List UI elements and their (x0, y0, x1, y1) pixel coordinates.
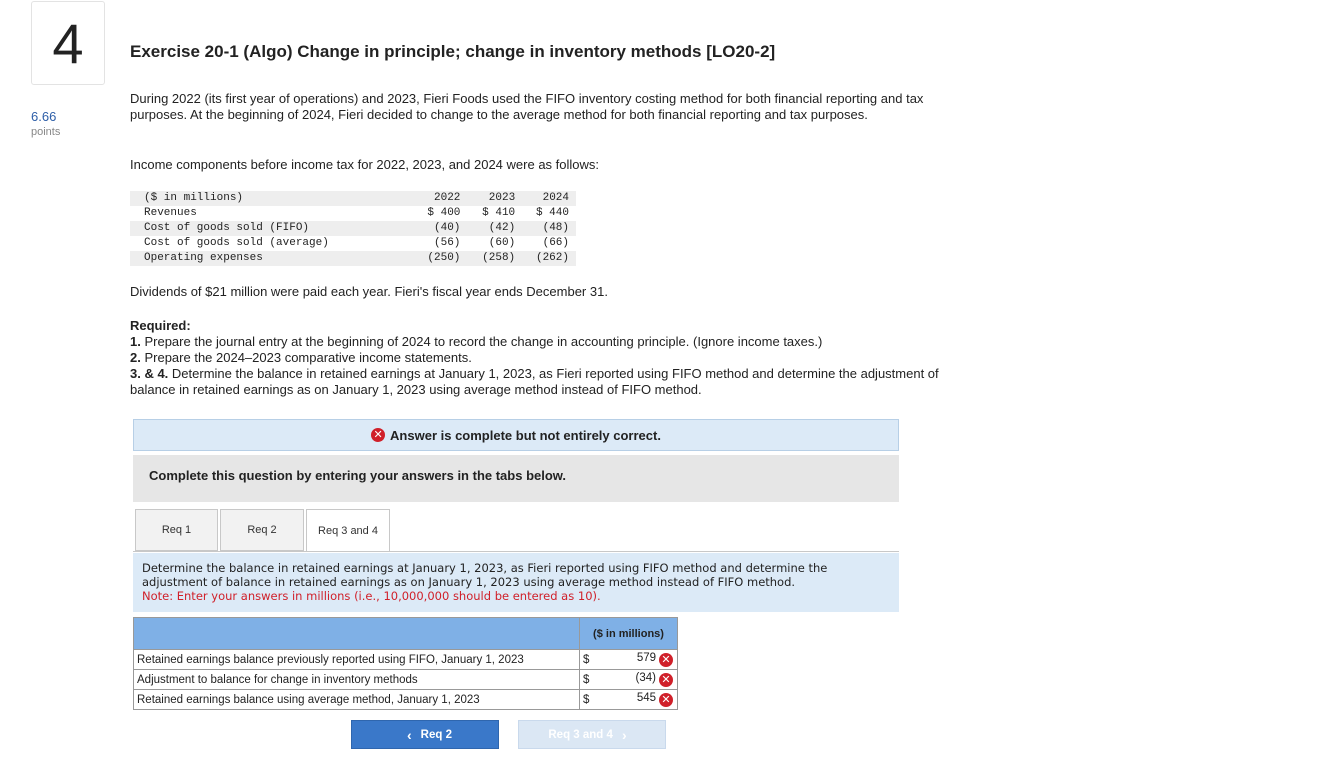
prev-tab-button[interactable] (351, 720, 499, 749)
required-item (130, 350, 960, 366)
income-cell: (66) (542, 237, 569, 249)
income-cell: (48) (515, 221, 576, 236)
instructions-text: Determine the balance in retained earnings at January 1, 2023, as Fieri reported using FIFO method and determine the adjustment of balance in retained earnings as on January 1, 2023 using average method instead of FIFO method. (142, 561, 828, 589)
income-row-label: Revenues (144, 207, 197, 219)
prev-tab-label: Req 2 (420, 728, 452, 741)
dividends-paragraph: Dividends of $21 million were paid each year. Fieri's fiscal year ends December 31. (130, 284, 608, 299)
incorrect-icon: ✕ (659, 653, 673, 667)
currency-symbol: $ (580, 650, 598, 670)
required-item-num: 1. (130, 334, 141, 349)
answer-row (134, 670, 678, 690)
chevron-right-icon: › (621, 726, 627, 743)
required-item-num: 2. (130, 350, 141, 365)
income-row-label: Cost of goods sold (FIFO) (130, 221, 406, 236)
income-row-label: Operating expenses (130, 251, 406, 266)
exercise-title: Exercise 20-1 (Algo) Change in principle; change in inventory methods [LO20-2] (130, 42, 776, 61)
points-label: points (31, 126, 61, 138)
answer-row-label: Retained earnings balance using average method, January 1, 2023 (134, 690, 580, 710)
required-item (130, 366, 960, 398)
complete-prompt: Complete this question by entering your answers in the tabs below. (133, 455, 899, 502)
required-item-text: Determine the balance in retained earnings at January 1, 2023, as Fieri reported using FIFO method and determine the adjustment of balance in retained earnings as on January 1, 2023 using average method instead of FIFO method. (130, 366, 939, 397)
income-row (130, 251, 576, 266)
income-cell: $ 440 (535, 207, 569, 219)
answer-value: (34) (635, 671, 656, 684)
components-paragraph: Income components before income tax for 2022, 2023, and 2024 were as follows: (130, 157, 600, 172)
income-header-label: ($ in millions) (130, 191, 406, 206)
income-cell: (60) (488, 237, 516, 249)
answer-input-average-balance[interactable] (598, 690, 678, 710)
income-row (130, 236, 576, 251)
income-cell: (42) (460, 221, 515, 236)
answer-row-label: Retained earnings balance previously reported using FIFO, January 1, 2023 (134, 650, 580, 670)
income-cell: (258) (460, 251, 515, 266)
question-number: 4 (31, 1, 105, 85)
answer-row-label: Adjustment to balance for change in inventory methods (134, 670, 580, 690)
tab-req-2[interactable]: Req 2 (220, 509, 304, 551)
tab-req-3-and-4[interactable]: Req 3 and 4 (306, 509, 390, 552)
intro-paragraph: During 2022 (its first year of operations) and 2023, Fieri Foods used the FIFO inventory costing method for both financial reporting and tax purposes. At the beginning of 2024, Fieri decided to change to the average method for both financial reporting and tax purposes. (130, 91, 924, 122)
income-cell: (40) (406, 221, 461, 236)
instructions-note: Note: Enter your answers in millions (i.e., 10,000,000 should be entered as 10). (142, 589, 601, 603)
incorrect-icon: ✕ (659, 673, 673, 687)
income-row-label: Cost of goods sold (average) (144, 237, 329, 249)
currency-symbol: $ (580, 690, 598, 710)
currency-symbol: $ (580, 670, 598, 690)
next-tab-button[interactable] (518, 720, 666, 749)
answer-table (133, 617, 678, 710)
answer-row (134, 690, 678, 710)
required-item (130, 334, 960, 350)
income-row (130, 206, 576, 221)
income-cell: (262) (515, 251, 576, 266)
tab-req-1[interactable]: Req 1 (135, 509, 218, 551)
answer-status-banner (133, 419, 899, 451)
income-components-table (130, 191, 576, 266)
answer-table-header-row (134, 618, 678, 650)
income-table-header (130, 191, 576, 206)
required-item-num: 3. & 4. (130, 366, 169, 381)
required-item-text: Prepare the 2024–2023 comparative income statements. (144, 350, 472, 365)
income-cell: $ 400 (427, 207, 461, 219)
income-header-year: 2023 (460, 191, 515, 206)
incorrect-icon: ✕ (659, 693, 673, 707)
points-value: 6.66 (31, 109, 57, 124)
answer-value: 545 (636, 691, 656, 704)
required-section (130, 318, 960, 398)
answer-input-adjustment[interactable] (598, 670, 678, 690)
required-item-text: Prepare the journal entry at the beginning of 2024 to record the change in accounting principle. (Ignore income taxes.) (144, 334, 823, 349)
income-cell: $ 410 (482, 207, 516, 219)
required-heading: Required: (130, 318, 191, 333)
next-tab-label: Req 3 and 4 (548, 728, 613, 741)
income-cell: (56) (434, 237, 461, 249)
income-row (130, 221, 576, 236)
answer-header-blank (134, 618, 580, 650)
banner-text: Answer is complete but not entirely correct. (390, 427, 661, 443)
answer-row (134, 650, 678, 670)
x-circle-icon: ✕ (371, 428, 385, 442)
answer-header-units: ($ in millions) (580, 618, 678, 650)
chevron-left-icon: ‹ (407, 726, 412, 743)
answer-value: 579 (636, 651, 656, 664)
income-header-year: 2022 (406, 191, 461, 206)
answer-input-fifo-balance[interactable] (598, 650, 678, 670)
income-header-year: 2024 (515, 191, 576, 206)
income-cell: (250) (406, 251, 461, 266)
tab-instructions (133, 553, 899, 612)
tab-divider (133, 551, 899, 552)
